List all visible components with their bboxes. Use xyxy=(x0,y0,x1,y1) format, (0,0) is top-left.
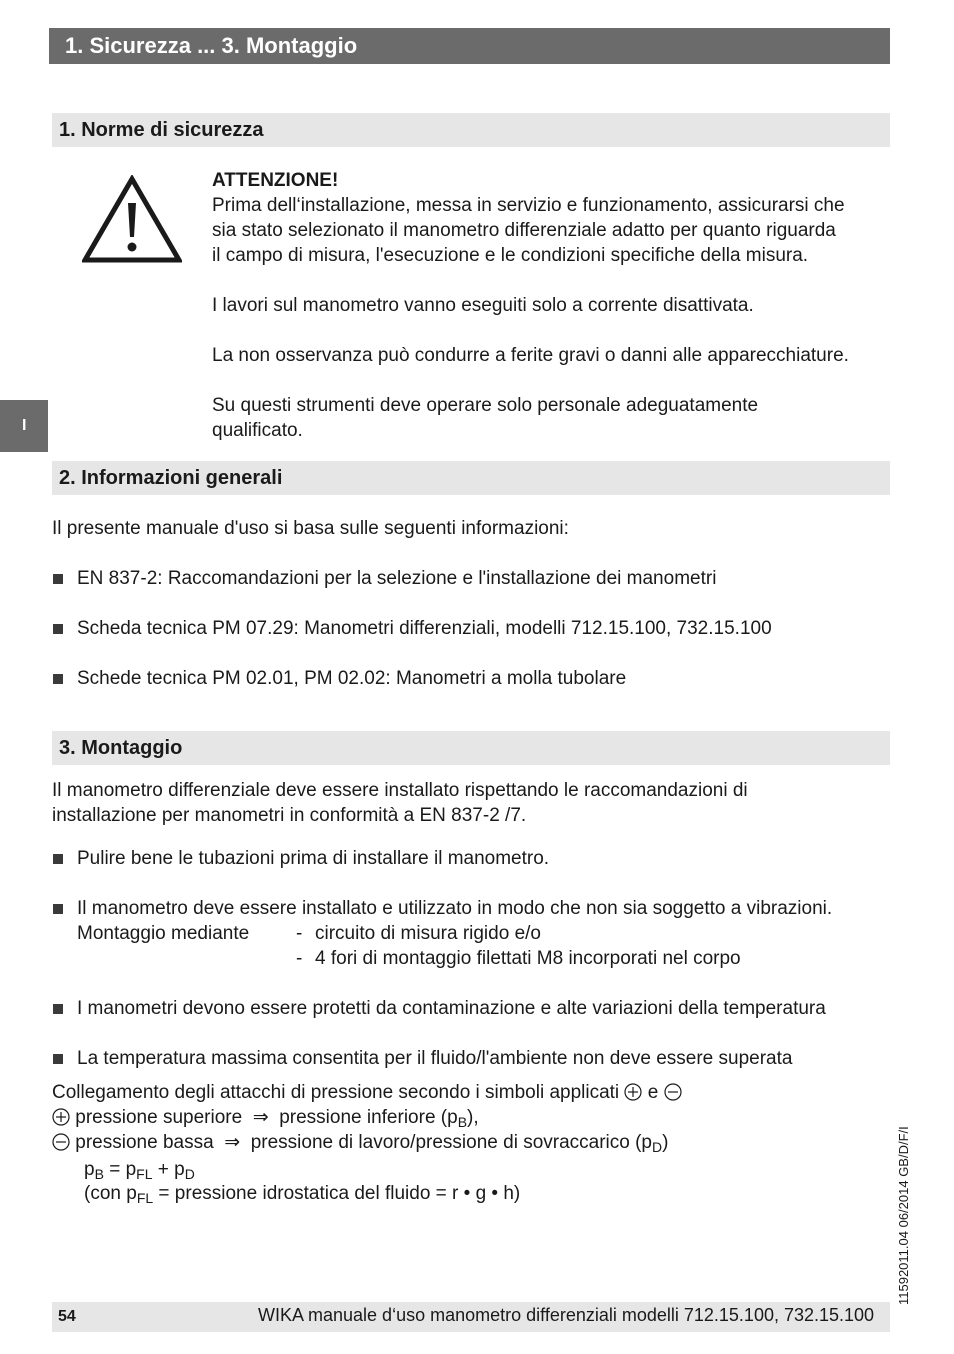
bullet-marker xyxy=(53,624,63,634)
language-tab xyxy=(0,400,48,452)
page-title: 1. Sicurezza ... 3. Montaggio xyxy=(65,33,358,58)
bullet-marker xyxy=(53,574,63,584)
mounting-intro-line: Il manometro differenziale deve essere installato rispettando le raccomandazioni di xyxy=(52,780,748,801)
mounting-option: 4 fori di montaggio filettati M8 incorporati nel corpo xyxy=(315,948,741,969)
subscript: FL xyxy=(136,1190,154,1206)
plus-circle-icon xyxy=(624,1083,642,1101)
language-tab-label: I xyxy=(22,417,27,434)
bullet-marker xyxy=(53,674,63,684)
warning-text-line: il campo di misura, l'esecuzione e le condizioni specifiche della misura. xyxy=(212,245,809,266)
subscript: FL xyxy=(136,1166,153,1182)
plus-pressure-target-text: pressione inferiore (p xyxy=(279,1107,458,1128)
section-heading-label: 2. Informazioni generali xyxy=(59,467,283,489)
subscript: B xyxy=(457,1114,468,1130)
formula-part: = p xyxy=(103,1159,137,1180)
arrow-icon: ⇒ xyxy=(252,1107,269,1128)
list-item: I manometri devono essere protetti da contaminazione e alte variazioni della temperatura xyxy=(77,998,826,1019)
general-info-intro: Il presente manuale d'uso si basa sulle seguenti informazioni: xyxy=(52,518,569,539)
formula-part: (con p xyxy=(84,1183,137,1204)
subscript: B xyxy=(94,1166,104,1182)
minus-pressure-end: ) xyxy=(662,1132,669,1153)
mounting-option: circuito di misura rigido e/o xyxy=(315,923,541,944)
plus-pressure-target xyxy=(279,1107,478,1128)
dash-marker: - xyxy=(296,948,303,969)
page-number: 54 xyxy=(58,1308,76,1325)
minus-circle-icon xyxy=(664,1083,682,1101)
list-item: Il manometro deve essere installato e utilizzato in modo che non sia soggetto a vibrazioni. xyxy=(77,898,833,919)
list-item: Schede tecnica PM 02.01, PM 02.02: Manometri a molla tubolare xyxy=(77,668,627,689)
mounting-intro-line: installazione per manometri in conformità a EN 837-2 /7. xyxy=(52,805,527,826)
formula-line xyxy=(84,1157,195,1182)
minus-pressure-target xyxy=(251,1132,669,1153)
bullet-marker xyxy=(53,904,63,914)
minus-circle-icon xyxy=(52,1133,70,1151)
arrow-icon: ⇒ xyxy=(224,1132,241,1153)
connection-text xyxy=(52,1080,682,1105)
warning-text-personnel: Su questi strumenti deve operare solo personale adeguatamente xyxy=(212,395,759,416)
section-heading-label: 1. Norme di sicurezza xyxy=(59,119,264,141)
formula-part: p xyxy=(84,1159,95,1180)
plus-pressure-line xyxy=(52,1105,479,1130)
section-heading-safety xyxy=(52,113,890,147)
connection-line: Collegamento degli attacchi di pressione secondo i simboli applicati xyxy=(52,1082,620,1103)
list-item: Scheda tecnica PM 07.29: Manometri differenziali, modelli 712.15.100, 732.15.100 xyxy=(77,618,772,639)
bullet-marker xyxy=(53,854,63,864)
page-header xyxy=(49,28,890,64)
footer-title: WIKA manuale d‘uso manometro differenziali modelli 712.15.100, 732.15.100 xyxy=(258,1305,875,1325)
section-heading-label: 3. Montaggio xyxy=(59,737,183,759)
subscript: D xyxy=(652,1139,663,1155)
minus-pressure-label: pressione bassa xyxy=(75,1132,214,1153)
warning-title: ATTENZIONE! xyxy=(212,170,339,191)
subscript: D xyxy=(184,1166,195,1182)
bullet-marker xyxy=(53,1054,63,1064)
formula-part: = pressione idrostatica del fluido = r • g • h) xyxy=(153,1183,521,1204)
plus-pressure-label: pressione superiore xyxy=(75,1107,243,1128)
and-word: e xyxy=(647,1082,659,1103)
list-item: Pulire bene le tubazioni prima di installare il manometro. xyxy=(77,848,550,869)
bullet-marker xyxy=(53,1004,63,1014)
section-heading-general-info xyxy=(52,461,890,495)
warning-text-consequences: La non osservanza può condurre a ferite gravi o danni alle apparecchiature. xyxy=(212,345,849,366)
minus-pressure-target-text: pressione di lavoro/pressione di sovraccarico (p xyxy=(250,1132,653,1153)
document-code: 11592011.04 06/2014 GB/D/F/I xyxy=(896,1126,911,1305)
warning-text-line: Prima dell‘installazione, messa in servizio e funzionamento, assicurarsi che xyxy=(212,195,845,216)
warning-text-power: I lavori sul manometro vanno eseguiti solo a corrente disattivata. xyxy=(212,295,754,316)
dash-marker: - xyxy=(296,923,303,944)
plus-circle-icon xyxy=(52,1108,70,1126)
list-item: La temperatura massima consentita per il fluido/l'ambiente non deve essere superata xyxy=(77,1048,793,1069)
list-item: EN 837-2: Raccomandazioni per la selezione e l'installazione dei manometri xyxy=(77,568,717,589)
formula-explanation xyxy=(84,1181,520,1206)
section-heading-mounting xyxy=(52,731,890,765)
formula-part: + p xyxy=(152,1159,185,1180)
mounting-label: Montaggio mediante xyxy=(77,923,250,944)
plus-pressure-end: ), xyxy=(467,1107,479,1128)
warning-text-line: sia stato selezionato il manometro differenziale adatto per quanto riguarda xyxy=(212,220,836,241)
warning-triangle-icon xyxy=(82,175,182,263)
warning-text-personnel: qualificato. xyxy=(212,420,303,441)
minus-pressure-line xyxy=(52,1130,668,1155)
